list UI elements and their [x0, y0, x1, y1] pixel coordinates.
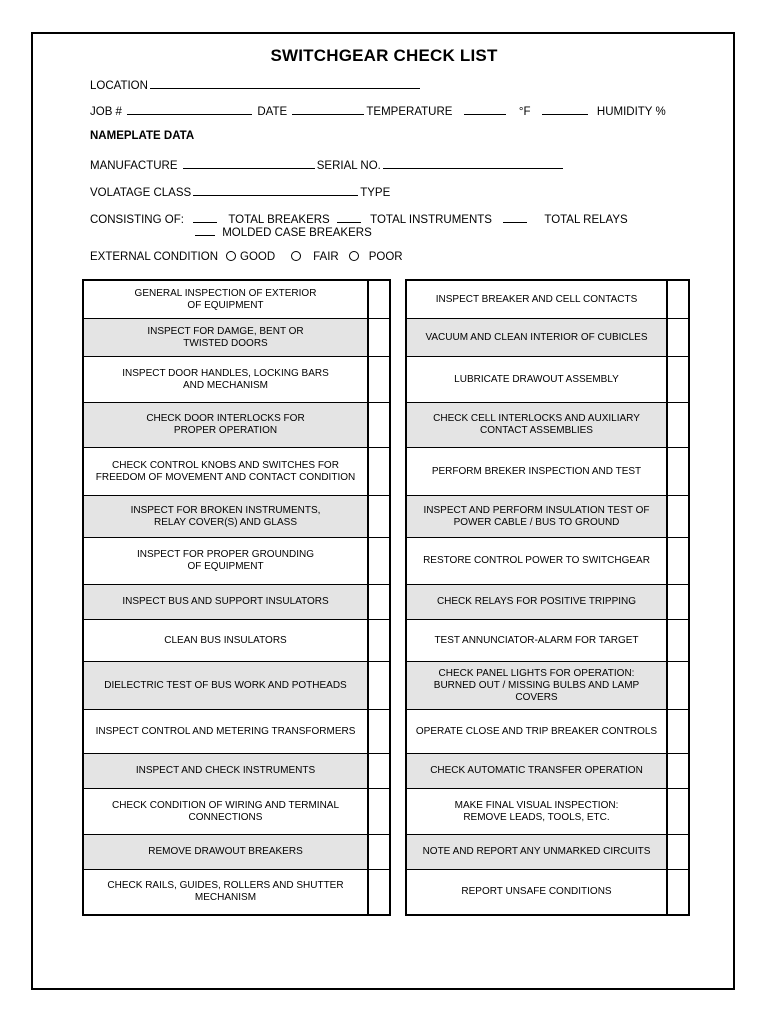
- right-checklist-row: [407, 403, 688, 448]
- left-checklist-checkbox[interactable]: [367, 870, 389, 914]
- left-checklist-checkbox[interactable]: [367, 620, 389, 661]
- left-checklist-row: [84, 585, 389, 620]
- left-checklist-row: [84, 496, 389, 538]
- left-checklist-checkbox[interactable]: [367, 281, 389, 318]
- right-checklist-checkbox[interactable]: [666, 538, 688, 584]
- right-checklist-checkbox[interactable]: [666, 357, 688, 402]
- right-checklist-item-text: OPERATE CLOSE AND TRIP BREAKER CONTROLS: [415, 725, 658, 737]
- right-checklist-checkbox[interactable]: [666, 870, 688, 914]
- external-condition-label: EXTERNAL CONDITION: [90, 251, 219, 263]
- right-checklist-row: [407, 662, 688, 710]
- left-checklist-checkbox[interactable]: [367, 538, 389, 584]
- molded-case-field[interactable]: [195, 224, 215, 236]
- left-checklist-item-text: INSPECT FOR DAMGE, BENT OR TWISTED DOORS: [84, 319, 367, 356]
- left-checklist-row: [84, 789, 389, 835]
- right-checklist-item-text: LUBRICATE DRAWOUT ASSEMBLY: [454, 373, 619, 385]
- poor-label: POOR: [368, 251, 403, 263]
- left-checklist-item-text: CLEAN BUS INSULATORS: [164, 634, 287, 646]
- nameplate-heading: NAMEPLATE DATA: [90, 130, 195, 142]
- right-checklist-item-text: TEST ANNUNCIATOR-ALARM FOR TARGET: [434, 634, 639, 646]
- total-instruments-label: TOTAL INSTRUMENTS: [370, 214, 492, 226]
- location-label: LOCATION: [90, 80, 148, 92]
- total-relays-label: TOTAL RELAYS: [544, 214, 628, 226]
- consisting-label: CONSISTING OF:: [90, 214, 184, 226]
- left-checklist-row: [84, 870, 389, 914]
- left-checklist-item-text: INSPECT FOR PROPER GROUNDING OF EQUIPMENT: [136, 549, 315, 572]
- date-field[interactable]: [292, 103, 364, 115]
- good-radio[interactable]: [226, 251, 236, 261]
- right-checklist-checkbox[interactable]: [666, 496, 688, 537]
- right-checklist-row: [407, 319, 688, 357]
- right-checklist-checkbox[interactable]: [666, 281, 688, 318]
- right-checklist-item-text: CHECK RELAYS FOR POSITIVE TRIPPING: [407, 585, 666, 619]
- right-checklist-item-text: NOTE AND REPORT ANY UNMARKED CIRCUITS: [407, 835, 666, 869]
- left-checklist-item-text: INSPECT FOR BROKEN INSTRUMENTS, RELAY COVER(S) AND GLASS: [84, 496, 367, 537]
- page-title: SWITCHGEAR CHECK LIST: [270, 46, 498, 65]
- right-checklist-row: [407, 496, 688, 538]
- voltage-class-field[interactable]: [193, 184, 358, 196]
- left-checklist-checkbox[interactable]: [367, 789, 389, 834]
- job-field[interactable]: [127, 103, 252, 115]
- left-checklist-checkbox[interactable]: [367, 496, 389, 537]
- right-checklist-row: [407, 448, 688, 496]
- right-checklist-item-text: PERFORM BREKER INSPECTION AND TEST: [431, 465, 642, 477]
- left-checklist-row: [84, 448, 389, 496]
- total-breakers-label: TOTAL BREAKERS: [228, 214, 330, 226]
- manufacture-field[interactable]: [183, 157, 315, 169]
- total-relays-field[interactable]: [503, 211, 527, 223]
- left-checklist-item-text: INSPECT CONTROL AND METERING TRANSFORMERS: [95, 725, 356, 737]
- left-checklist-checkbox[interactable]: [367, 319, 389, 356]
- left-checklist-row: [84, 620, 389, 662]
- right-checklist-checkbox[interactable]: [666, 585, 688, 619]
- left-checklist-row: [84, 538, 389, 585]
- serial-field[interactable]: [383, 157, 563, 169]
- left-checklist-item-text: DIELECTRIC TEST OF BUS WORK AND POTHEADS: [84, 662, 367, 709]
- right-checklist-row: [407, 538, 688, 585]
- right-checklist-row: [407, 620, 688, 662]
- right-checklist-checkbox[interactable]: [666, 620, 688, 661]
- left-checklist-checkbox[interactable]: [367, 585, 389, 619]
- left-checklist-table: [82, 279, 391, 916]
- right-checklist-table: [405, 279, 690, 916]
- total-instruments-field[interactable]: [337, 211, 361, 223]
- humidity-label: HUMIDITY %: [596, 106, 666, 118]
- voltage-line: [90, 184, 390, 199]
- voltage-class-label: VOLATAGE CLASS: [90, 187, 192, 199]
- right-checklist-row: [407, 281, 688, 319]
- left-checklist-item-text: CHECK RAILS, GUIDES, ROLLERS AND SHUTTER MECHANISM: [107, 880, 344, 903]
- temperature-field[interactable]: [464, 103, 506, 115]
- right-checklist-item-text: MAKE FINAL VISUAL INSPECTION: REMOVE LEADS, TOOLS, ETC.: [454, 799, 619, 823]
- left-checklist-item-text: CHECK DOOR INTERLOCKS FOR PROPER OPERATION: [84, 403, 367, 447]
- right-checklist-checkbox[interactable]: [666, 754, 688, 788]
- right-checklist-checkbox[interactable]: [666, 710, 688, 753]
- right-checklist-checkbox[interactable]: [666, 403, 688, 447]
- left-checklist-row: [84, 754, 389, 789]
- location-line: [90, 77, 422, 92]
- right-checklist-checkbox[interactable]: [666, 789, 688, 834]
- right-checklist-row: [407, 357, 688, 403]
- type-label: TYPE: [360, 187, 391, 199]
- left-checklist-checkbox[interactable]: [367, 403, 389, 447]
- right-checklist-row: [407, 835, 688, 870]
- right-checklist-checkbox[interactable]: [666, 662, 688, 709]
- right-checklist-row: [407, 710, 688, 754]
- job-label: JOB #: [90, 106, 122, 118]
- right-checklist-item-text: CHECK CELL INTERLOCKS AND AUXILIARY CONTACT ASSEMBLIES: [407, 403, 666, 447]
- right-checklist-item-text: INSPECT BREAKER AND CELL CONTACTS: [435, 293, 638, 305]
- left-checklist-checkbox[interactable]: [367, 662, 389, 709]
- left-checklist-checkbox[interactable]: [367, 448, 389, 495]
- left-checklist-item-text: INSPECT DOOR HANDLES, LOCKING BARS AND MECHANISM: [122, 367, 329, 391]
- humidity-field[interactable]: [542, 103, 588, 115]
- right-checklist-row: [407, 789, 688, 835]
- right-checklist-item-text: INSPECT AND PERFORM INSULATION TEST OF POWER CABLE / BUS TO GROUND: [407, 496, 666, 537]
- serial-label: SERIAL NO.: [316, 160, 381, 172]
- left-checklist-row: [84, 357, 389, 403]
- left-checklist-checkbox[interactable]: [367, 710, 389, 753]
- external-condition-line: [90, 251, 403, 263]
- left-checklist-row: [84, 710, 389, 754]
- date-label: DATE: [257, 106, 288, 118]
- temperature-label: TEMPERATURE: [366, 106, 453, 118]
- degree-label: °F: [518, 106, 531, 118]
- left-checklist-row: [84, 403, 389, 448]
- job-line: [90, 103, 666, 118]
- left-checklist-checkbox[interactable]: [367, 835, 389, 869]
- right-checklist-checkbox[interactable]: [666, 448, 688, 495]
- left-checklist-checkbox[interactable]: [367, 754, 389, 788]
- right-checklist-item-text: CHECK PANEL LIGHTS FOR OPERATION: BURNED OUT / MISSING BULBS AND LAMP COVERS: [407, 662, 666, 709]
- left-checklist-item-text: REMOVE DRAWOUT BREAKERS: [84, 835, 367, 869]
- poor-radio[interactable]: [349, 251, 359, 261]
- right-checklist-item-text: CHECK AUTOMATIC TRANSFER OPERATION: [407, 754, 666, 788]
- left-checklist-item-text: CHECK CONTROL KNOBS AND SWITCHES FOR FREEDOM OF MOVEMENT AND CONTACT CONDITION: [95, 459, 356, 483]
- left-checklist-checkbox[interactable]: [367, 357, 389, 402]
- right-checklist-row: [407, 754, 688, 789]
- total-breakers-field[interactable]: [193, 211, 217, 223]
- left-checklist-item-text: CHECK CONDITION OF WIRING AND TERMINAL CONNECTIONS: [111, 799, 340, 823]
- fair-label: FAIR: [313, 251, 339, 263]
- left-checklist-item-text: GENERAL INSPECTION OF EXTERIOR OF EQUIPMENT: [134, 287, 317, 311]
- right-checklist-item-text: RESTORE CONTROL POWER TO SWITCHGEAR: [423, 555, 650, 566]
- molded-case-label: MOLDED CASE BREAKERS: [222, 227, 372, 239]
- fair-radio[interactable]: [291, 251, 301, 261]
- right-checklist-row: [407, 870, 688, 914]
- manufacture-line: [90, 157, 565, 172]
- molded-case-line: [193, 224, 372, 239]
- right-checklist-row: [407, 585, 688, 620]
- left-checklist-item-text: INSPECT BUS AND SUPPORT INSULATORS: [84, 585, 367, 619]
- left-checklist-row: [84, 319, 389, 357]
- left-checklist-row: [84, 662, 389, 710]
- right-checklist-checkbox[interactable]: [666, 835, 688, 869]
- right-checklist-item-text: REPORT UNSAFE CONDITIONS: [461, 886, 612, 897]
- location-field[interactable]: [150, 77, 420, 89]
- right-checklist-checkbox[interactable]: [666, 319, 688, 356]
- right-checklist-item-text: VACUUM AND CLEAN INTERIOR OF CUBICLES: [407, 319, 666, 356]
- good-label: GOOD: [240, 251, 276, 263]
- left-checklist-row: [84, 281, 389, 319]
- left-checklist-row: [84, 835, 389, 870]
- left-checklist-item-text: INSPECT AND CHECK INSTRUMENTS: [84, 754, 367, 788]
- manufacture-label: MANUFACTURE: [90, 160, 178, 172]
